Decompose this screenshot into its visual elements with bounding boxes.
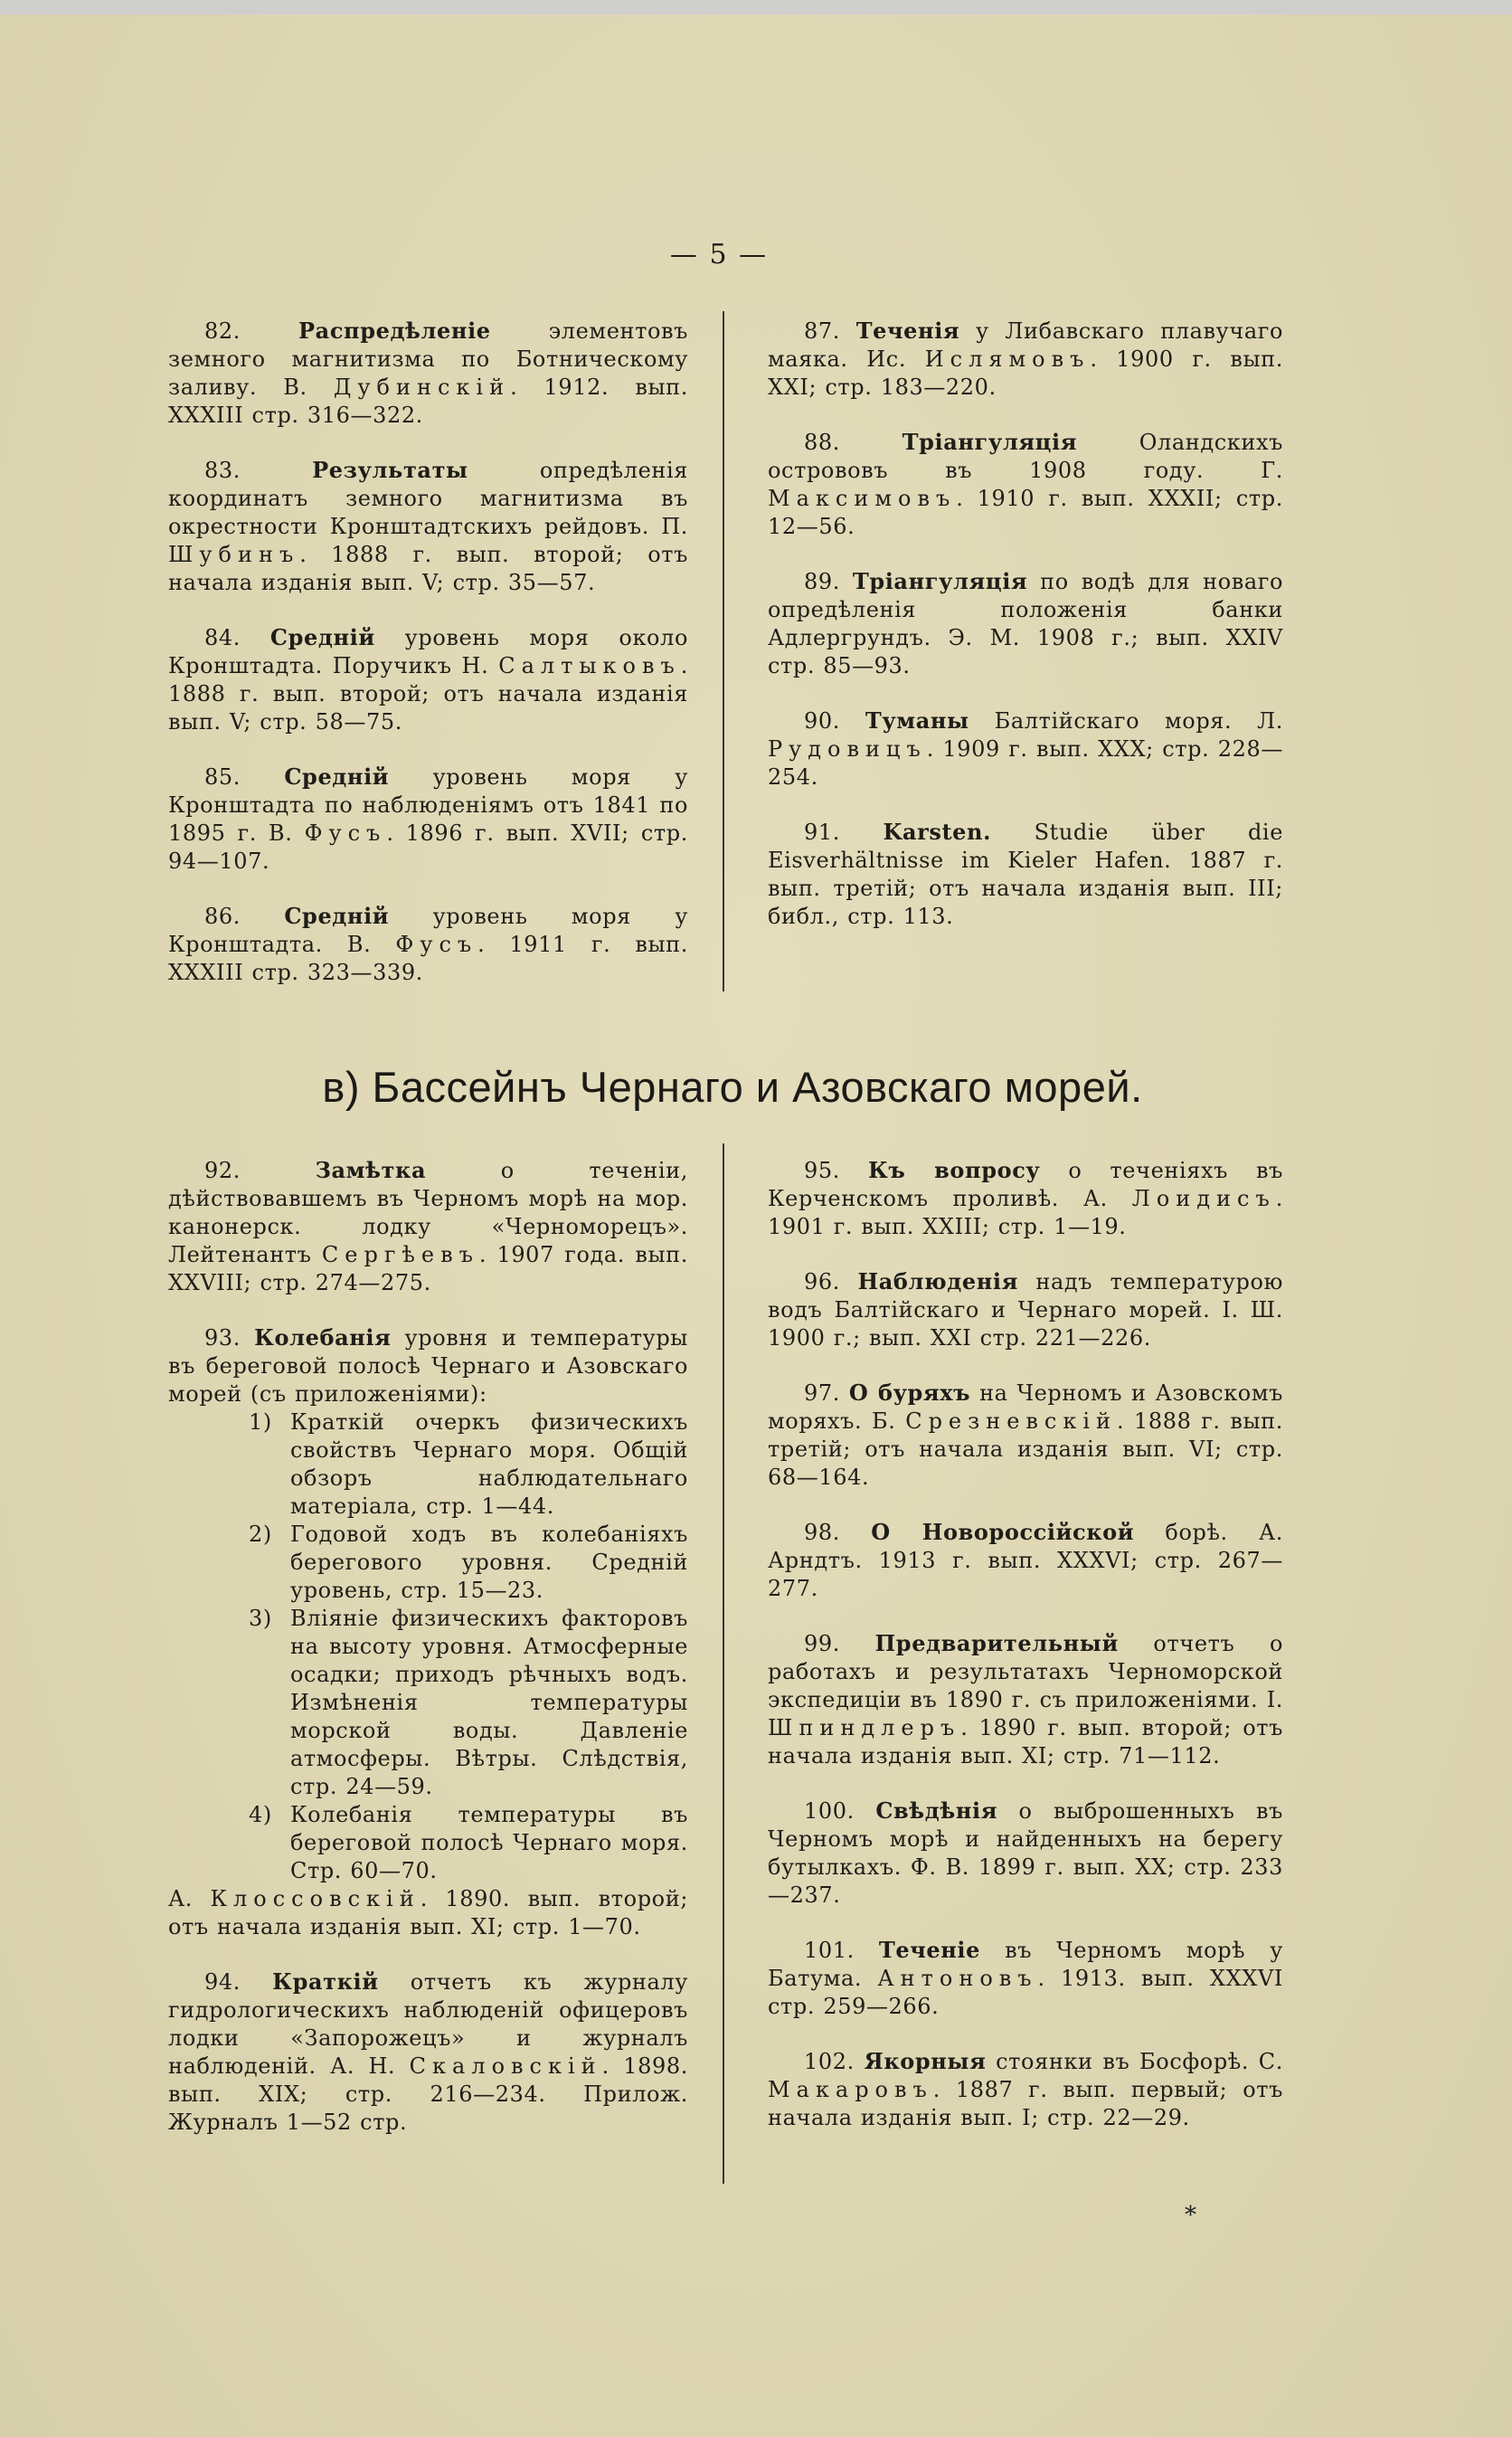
sub-item	[249, 1605, 688, 1801]
entry-text: по водѣ для новаго опредѣленія положенія банки Адлергрундъ. Э. М. 1908 г.; вып. XXIV стр. 85—93.	[768, 569, 1283, 678]
entry-title: О Новороссійской	[871, 1519, 1135, 1545]
entry-title: Предварительный	[874, 1630, 1119, 1656]
sub-item	[249, 1521, 688, 1605]
bibliography-entry	[768, 1379, 1283, 1492]
entry-number: 96.	[804, 1269, 840, 1294]
entry-number: 88.	[804, 430, 840, 455]
upper-right-column	[768, 317, 1283, 957]
sub-item-label: 4)	[249, 1802, 272, 1827]
sub-item-text: Годовой ходъ въ колебаніяхъ берегового уровня. Средній уровень, стр. 15—23.	[290, 1522, 688, 1603]
entry-text: на Черномъ и Азовскомъ моряхъ. Б.	[768, 1380, 1283, 1434]
entry-text: уровень моря у Кронштадта по наблюденіямъ отъ 1841 по 1895 г. В.	[168, 764, 688, 846]
entry-number: 99.	[804, 1631, 840, 1656]
entry-text: . 1896 г. вып. XVII; стр. 94—107.	[168, 820, 688, 874]
entry-number: 94.	[204, 1969, 241, 1995]
entry-text: . 1898. вып. XIX; стр. 216—234. Прилож. Журналъ 1—52 стр.	[168, 2053, 688, 2135]
bibliography-entry	[768, 317, 1283, 402]
entry-number: 85.	[204, 764, 241, 790]
bibliography-entry	[168, 1968, 688, 2137]
entry-number: 90.	[804, 708, 840, 734]
bibliography-entry	[768, 1267, 1283, 1352]
entry-number: 87.	[804, 318, 840, 344]
entry-author: Максимовъ	[768, 486, 957, 511]
sub-item-label: 1)	[249, 1409, 272, 1435]
entry-author: Шпиндлеръ	[768, 1715, 961, 1740]
entry-text: . 1907 года. вып. XXVIII; стр. 274—275.	[168, 1242, 688, 1295]
bibliography-entry	[768, 1797, 1283, 1910]
entry-text: стоянки въ Босфорѣ. С.	[986, 2049, 1284, 2074]
sub-item	[249, 1801, 688, 1885]
bibliography-entry	[168, 317, 688, 430]
entry-text: опредѣленія координатъ земного магнитизма въ окрестности Кронштадтскихъ рейдовъ. П.	[168, 458, 688, 539]
document-page	[0, 14, 1512, 2437]
entry-text: о выброшенныхъ въ Черномъ морѣ и найденныхъ на берегу бутылкахъ. Ф. В. 1899 г. вып. XX; стр. 233—237.	[768, 1798, 1283, 1908]
sub-item-label: 3)	[249, 1606, 272, 1631]
entry-text: . 1887 г. вып. первый; отъ начала изданія вып. I; стр. 22—29.	[768, 2077, 1283, 2130]
entry-author: Скаловскій	[409, 2053, 602, 2079]
entry-author: Фусъ	[395, 932, 478, 957]
entry-text: надъ температурою водъ Балтійскаго и Чернаго морей. І. Ш. 1900 г.; вып. XXI стр. 221—226.	[768, 1269, 1283, 1351]
entry-title: О буряхъ	[848, 1380, 971, 1406]
entry-author: Макаровъ	[768, 2077, 933, 2102]
entry-text: уровня и температуры въ береговой полосѣ Чернаго и Азовскаго морей (съ приложеніями):	[168, 1325, 688, 1407]
bibliography-entry	[768, 1629, 1283, 1770]
entry-title: Средній	[284, 903, 390, 929]
entry-title: Туманы	[865, 707, 969, 734]
entry-number: 86.	[204, 904, 241, 929]
entry-author: Фусъ	[304, 820, 387, 846]
entry-title: Средній	[269, 624, 375, 650]
bibliography-entry	[168, 1323, 688, 1941]
bibliography-entry	[768, 706, 1283, 792]
column-divider-upper	[723, 311, 724, 991]
entry-text: . 1888 г. вып. второй; отъ начала изданія вып. V; стр. 58—75.	[168, 653, 688, 735]
entry-text: . 1900 г. вып. XXI; стр. 183—220.	[768, 346, 1284, 400]
entry-author: Рудовицъ	[768, 736, 927, 762]
entry-text: уровень моря у Кронштадта. В.	[168, 904, 688, 957]
entry-text: отчетъ о работахъ и результатахъ Черноморской экспедиціи въ 1890 г. съ приложеніями. І.	[768, 1631, 1283, 1712]
bibliography-entry	[768, 1518, 1283, 1603]
entry-title: Наблюденія	[857, 1268, 1018, 1294]
entry-text: уровень моря около Кронштадта. Поручикъ Н.	[168, 625, 688, 678]
entry-author: Антоновъ	[877, 1966, 1038, 1991]
entry-number: 84.	[204, 625, 241, 650]
entry-number: 91.	[804, 820, 840, 845]
entry-title: Распредѣленіе	[298, 318, 491, 344]
entry-title: Тріангуляція	[902, 429, 1078, 455]
entry-text: . 1910 г. вып. XXXII; стр. 12—56.	[768, 486, 1283, 539]
entry-author: Ислямовъ	[924, 346, 1091, 372]
entry-tail	[168, 1885, 688, 1941]
entry-author: Срезневскій	[905, 1408, 1118, 1434]
entry-title: Karsten.	[883, 819, 992, 845]
sub-item-text: Вліяніе физическихъ факторовъ на высоту уровня. Атмосферные осадки; приходъ рѣчныхъ водъ. Измѣненія температуры морской воды. Давленіе атмосферы. Вѣтры. Слѣдствія, стр. 24—59.	[290, 1606, 688, 1799]
bibliography-entry	[768, 2047, 1283, 2132]
entry-text: А.	[168, 1886, 211, 1911]
entry-number: 92.	[204, 1158, 241, 1183]
lower-right-column	[768, 1156, 1283, 2158]
entry-title: Тріангуляція	[852, 568, 1028, 594]
entry-title: Къ вопросу	[867, 1157, 1041, 1183]
entry-title: Результаты	[312, 457, 468, 483]
entry-number: 93.	[204, 1325, 241, 1351]
entry-text: о теченіи, дѣйствовавшемъ въ Черномъ морѣ на мор. канонерск. лодку «Черноморецъ». Лейтенантъ	[168, 1158, 688, 1267]
sub-item-label: 2)	[249, 1522, 272, 1547]
entry-text: Балтійскаго моря. Л.	[969, 708, 1283, 734]
entry-title: Теченіе	[878, 1937, 981, 1963]
entry-text: . 1912. вып. XXXIII стр. 316—322.	[168, 375, 688, 428]
entry-title: Замѣтка	[315, 1157, 427, 1183]
entry-text: Studie über die Eisverhältnisse im Kieler Hafen. 1887 г. вып. третій; отъ начала изданія вып. III; библ., стр. 113.	[768, 820, 1283, 929]
entry-text: у Либавскаго плавучаго маяка. Ис.	[768, 318, 1283, 372]
entry-author: Клоссовскій	[210, 1886, 421, 1911]
sub-item-text: Колебанія температуры въ береговой полосѣ Чернаго моря. Стр. 60—70.	[290, 1802, 688, 1883]
bibliography-entry	[168, 1156, 688, 1297]
sub-item-text: Краткій очеркъ физическихъ свойствъ Чернаго моря. Общій обзоръ наблюдательнаго матеріала, стр. 1—44.	[290, 1409, 688, 1519]
entry-text: въ Черномъ морѣ у Батума.	[768, 1938, 1284, 1991]
bibliography-entry	[768, 567, 1283, 680]
entry-text: . 1888 г. вып. второй; отъ начала изданія вып. V; стр. 35—57.	[168, 542, 688, 595]
bibliography-entry	[768, 1156, 1283, 1241]
entry-title: Якорныя	[864, 2048, 987, 2074]
entry-text: . 1901 г. вып. XXIII; стр. 1—19.	[768, 1186, 1283, 1239]
entry-text: отчетъ къ журналу гидрологическихъ наблюденій офицеровъ лодки «Запорожецъ» и журналъ наблюденій. А. Н.	[168, 1969, 688, 2079]
bibliography-entry	[168, 763, 688, 876]
entry-number: 102.	[804, 2049, 855, 2074]
entry-number: 82.	[204, 318, 241, 344]
entry-text: Оландскихъ острововъ въ 1908 году. Г.	[768, 430, 1283, 483]
entry-title: Теченія	[855, 318, 960, 344]
entry-number: 95.	[804, 1158, 840, 1183]
section-heading: в) Бассейнъ Чернаго и Азовскаго морей.	[322, 1063, 1143, 1111]
entry-text: . 1911 г. вып. XXXIII стр. 323—339.	[168, 932, 689, 985]
bibliography-entry	[168, 902, 688, 987]
bibliography-entry	[168, 623, 688, 736]
entry-text: . 1913. вып. XXXVI стр. 259—266.	[768, 1966, 1283, 2019]
entry-author: Лоидисъ	[1131, 1186, 1276, 1211]
entry-text: . 1888 г. вып. третій; отъ начала изданія вып. VI; стр. 68—164.	[768, 1408, 1284, 1490]
entry-text: о теченіяхъ въ Керченскомъ проливѣ. А.	[768, 1158, 1283, 1211]
entry-number: 101.	[804, 1938, 855, 1963]
entry-author: Салтыковъ	[498, 653, 681, 678]
entry-number: 98.	[804, 1520, 840, 1545]
end-mark: *	[1185, 2202, 1196, 2229]
entry-title: Свѣдѣнія	[875, 1797, 998, 1824]
entry-author: Шубинъ	[168, 542, 300, 567]
entry-number: 97.	[804, 1380, 840, 1406]
entry-title: Краткій	[272, 1968, 379, 1995]
entry-text: . 1890. вып. второй; отъ начала изданія вып. XI; стр. 1—70.	[168, 1886, 688, 1939]
entry-text: борѣ. А. Арндтъ. 1913 г. вып. XXXVI; стр. 267—277.	[768, 1520, 1284, 1601]
bibliography-entry	[168, 456, 688, 597]
entry-number: 89.	[804, 569, 840, 594]
entry-title: Колебанія	[254, 1324, 392, 1351]
entry-text: элементовъ земного магнитизма по Ботническому заливу. В.	[168, 318, 689, 400]
bibliography-entry	[768, 1936, 1283, 2021]
entry-number: 83.	[204, 458, 241, 483]
upper-left-column	[168, 317, 688, 1013]
entry-text: . 1909 г. вып. XXX; стр. 228—254.	[768, 736, 1283, 790]
entry-number: 100.	[804, 1798, 855, 1824]
entry-text: . 1890 г. вып. второй; отъ начала изданія вып. XI; стр. 71—112.	[768, 1715, 1283, 1768]
entry-author: Сергѣевъ	[321, 1242, 479, 1267]
lower-left-column	[168, 1156, 688, 2163]
page-number: — 5 —	[669, 239, 769, 270]
entry-title: Средній	[284, 763, 390, 790]
column-divider-lower	[723, 1143, 724, 2184]
entry-author: Дубинскій	[333, 375, 511, 400]
sub-item	[249, 1408, 688, 1521]
bibliography-entry	[768, 428, 1283, 541]
bibliography-entry	[768, 818, 1283, 931]
